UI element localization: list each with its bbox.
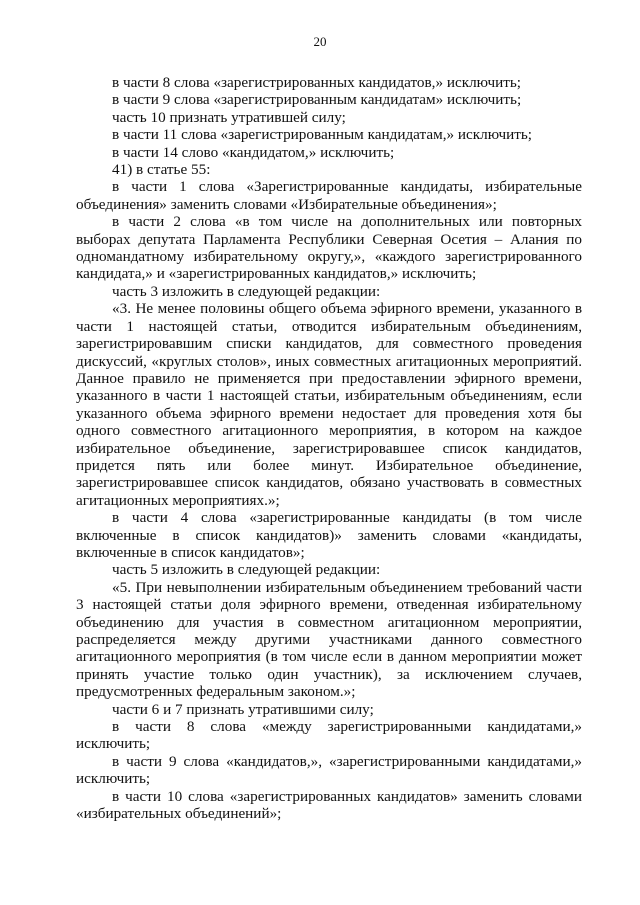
paragraph: часть 3 изложить в следующей редакции: bbox=[112, 282, 381, 300]
paragraph: части 6 и 7 признать утратившими силу; bbox=[112, 700, 374, 718]
paragraph: в части 4 слова «зарегистрированные кандидаты (в том числе включенные в список кандидатов)» заменить словами «кандидаты, включенные в список кандидатов»; bbox=[76, 509, 582, 561]
paragraph: часть 10 признать утратившей силу; bbox=[112, 108, 346, 126]
paragraph: в части 8 слова «зарегистрированных кандидатов,» исключить; bbox=[112, 74, 522, 91]
paragraph: в части 2 слова «в том числе на дополнительных или повторных выборах депутата Парламента Республики Северная Осетия – Алания по одномандатному избирательному округу,», «каждого зарегистрированного кандидата,» и «зарегистрированных кандидатов,» исключить; bbox=[76, 213, 582, 283]
page-number: 20 bbox=[313, 34, 327, 49]
paragraph: в части 9 слова «зарегистрированным кандидатам» исключить; bbox=[112, 91, 522, 109]
document-body bbox=[76, 74, 582, 822]
paragraph: «5. При невыполнении избирательным объединением требований части 3 настоящей статьи доля эфирного времени, отведенная избирательному объединению для участия в совместном агитационном мероприятии, распределяется между другими участниками данного совместного агитационного мероприятия (в том числе если в данном мероприятии может принять участие только один участник), за исключением случаев, предусмотренных федеральным законом.»; bbox=[76, 578, 582, 701]
paragraph: в части 9 слова «кандидатов,», «зарегистрированными кандидатами,» исключить; bbox=[76, 752, 582, 788]
paragraph: в части 1 слова «Зарегистрированные кандидаты, избирательные объединения» заменить словами «Избирательные объединения»; bbox=[76, 178, 582, 213]
paragraph: в части 11 слова «зарегистрированным кандидатам,» исключить; bbox=[112, 126, 533, 144]
paragraph: в части 8 слова «между зарегистрированными кандидатами,» исключить; bbox=[76, 718, 582, 753]
paragraph: часть 5 изложить в следующей редакции: bbox=[112, 561, 381, 579]
paragraph: 41) в статье 55: bbox=[112, 161, 211, 179]
paragraph: в части 10 слова «зарегистрированных кандидатов» заменить словами «избирательных объединений»; bbox=[76, 787, 582, 823]
paragraph: в части 14 слово «кандидатом,» исключить; bbox=[112, 143, 395, 161]
paragraph: «3. Не менее половины общего объема эфирного времени, указанного в части 1 настоящей статьи, отводится избирательным объединениям, зарегистрировавшим списки кандидатов, для совместного проведения дискуссий, «круглых столов», иных совместных агитационных мероприятий. Данное правило не применяется при предоставлении эфирного времени, указанного в части 1 настоящей статьи, избирательным объединениям, если указанного объема эфирного времени недостает для проведения хотя бы одного совместного агитационного мероприятия, в котором на каждое избирательное объединение, зарегистрировавшее список кандидатов, придется пять или более минут. Избирательное объединение, зарегистрировавшее список кандидатов, обязано участвовать в совместных агитационных мероприятиях.»; bbox=[76, 300, 582, 509]
